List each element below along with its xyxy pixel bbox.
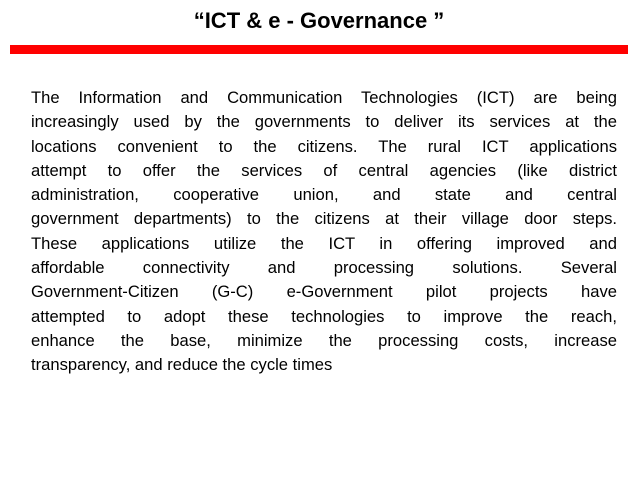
paragraph-line: affordable connectivity and processing solutions. Several [31,258,617,278]
paragraph-line: transparency, and reduce the cycle times [31,355,333,375]
paragraph-line: increasingly used by the governments to deliver its services at the [31,112,617,132]
paragraph-line: government departments) to the citizens at their village door steps. [31,209,617,229]
paragraph-line: These applications utilize the ICT in offering improved and [31,233,617,253]
title-divider-bar [10,45,628,54]
paragraph-line: The Information and Communication Technologies (ICT) are being [31,88,617,107]
slide-title: “ICT & e - Governance ” [193,8,445,33]
paragraph-line: administration, cooperative union, and state and central [31,185,617,205]
paragraph-line: attempt to offer the services of central agencies (like district [31,160,617,180]
paragraph-line: enhance the base, minimize the processing costs, increase [31,330,617,350]
paragraph-line: attempted to adopt these technologies to improve the reach, [31,306,617,326]
paragraph-line: Government-Citizen (G-C) e-Government pilot projects have [31,282,617,302]
paragraph-line: locations convenient to the citizens. The rural ICT applications [31,136,617,156]
body-paragraph [31,86,617,378]
